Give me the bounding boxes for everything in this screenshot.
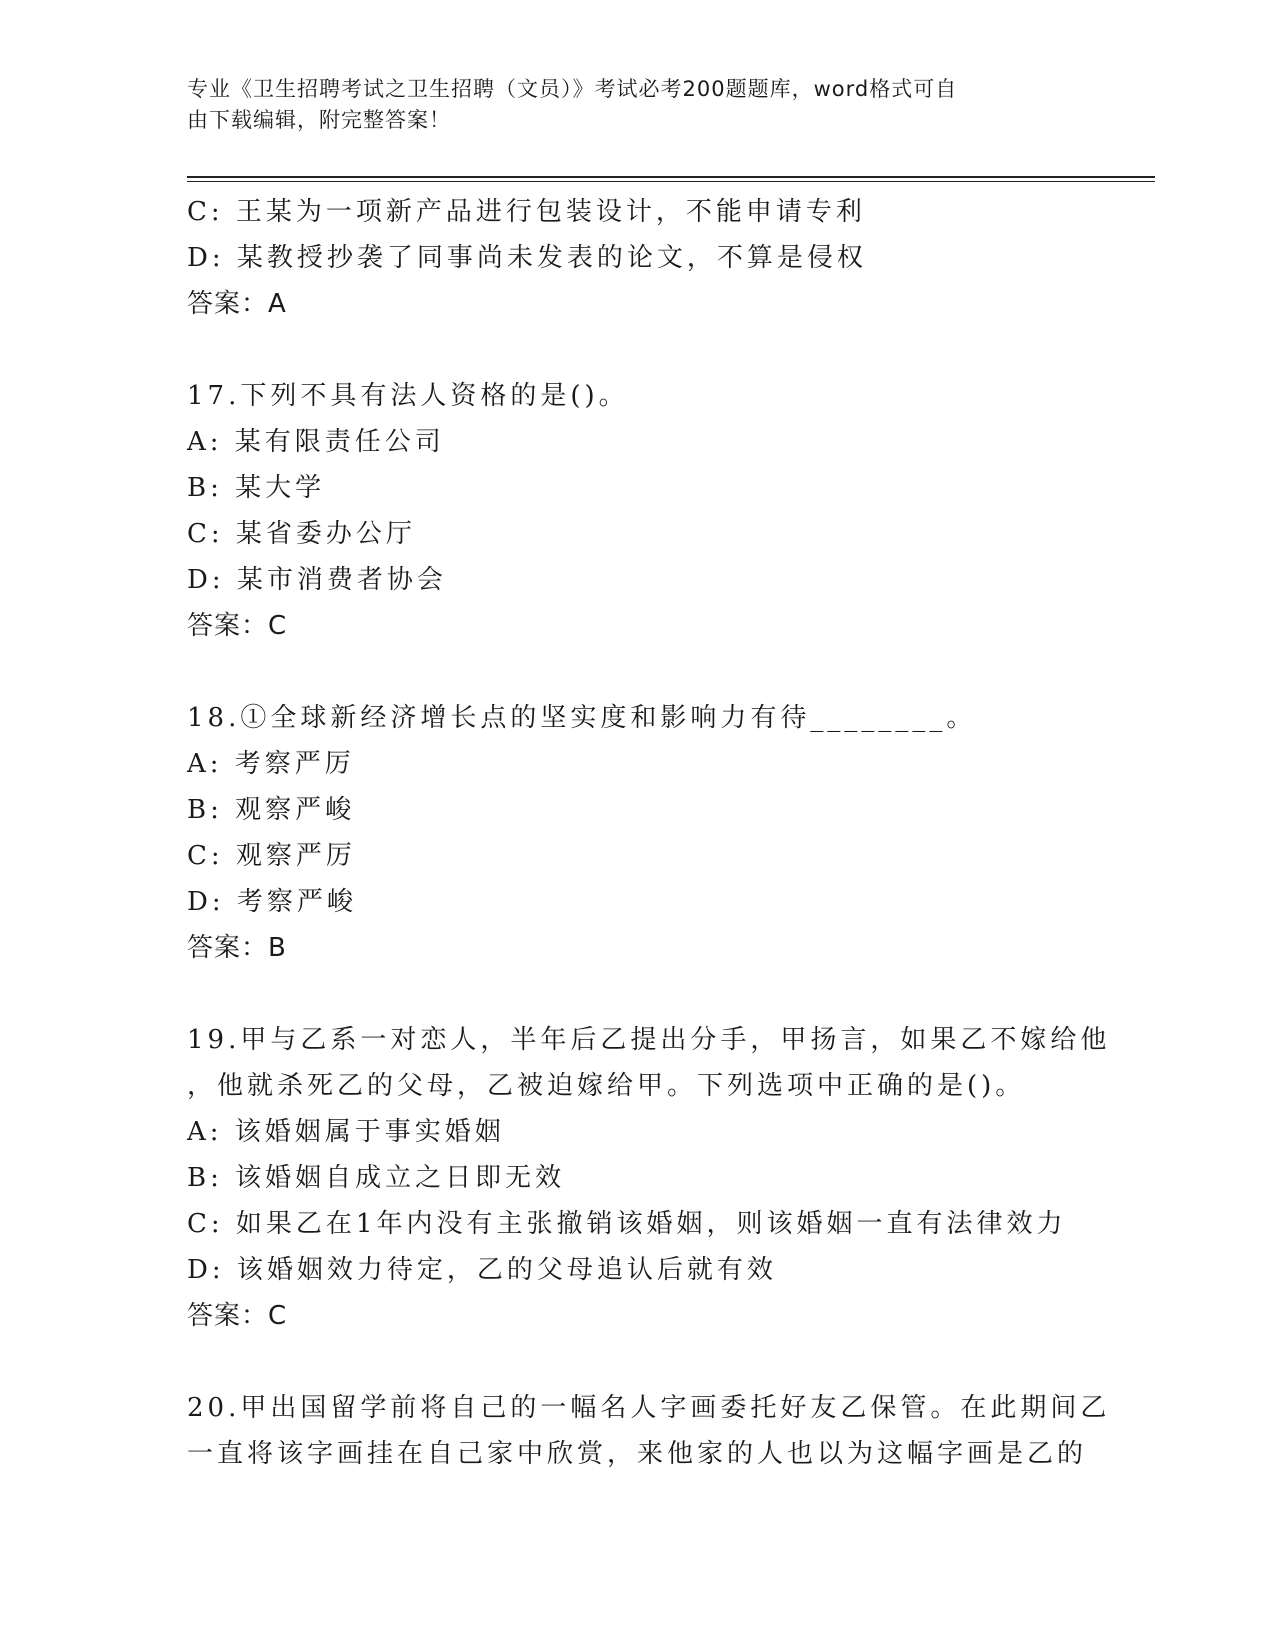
question-stem: 18.①全球新经济增长点的坚实度和影响力有待________。 [187, 703, 977, 733]
option-a: A: 某有限责任公司 [187, 427, 445, 457]
option-b: B: 某大学 [187, 473, 326, 503]
answer-line: 答案：C [187, 611, 288, 641]
option-a: A: 该婚姻属于事实婚姻 [187, 1117, 505, 1147]
answer-line: 答案：C [187, 1301, 288, 1331]
header-rule-thin [187, 181, 1155, 182]
spacer [187, 1339, 1087, 1385]
option-d: D: 考察严峻 [187, 887, 357, 917]
header-line-1: 专业《卫生招聘考试之卫生招聘（文员）》考试必考200题题库，word格式可自 [187, 77, 958, 101]
option-d: D: 某市消费者协会 [187, 565, 447, 595]
answer-line: 答案：B [187, 933, 287, 963]
option-c: C: 如果乙在1年内没有主张撤销该婚姻，则该婚姻一直有法律效力 [187, 1209, 1067, 1239]
header-line-2: 由下载编辑，附完整答案！ [187, 108, 451, 132]
option-d: D: 该婚姻效力待定，乙的父母追认后就有效 [187, 1255, 777, 1285]
option-c: C: 王某为一项新产品进行包装设计，不能申请专利 [187, 197, 866, 227]
question-stem: 17.下列不具有法人资格的是()。 [187, 381, 629, 411]
option-d: D: 某教授抄袭了同事尚未发表的论文，不算是侵权 [187, 243, 867, 273]
option-b: B: 观察严峻 [187, 795, 356, 825]
question-stem: 19.甲与乙系一对恋人，半年后乙提出分手，甲扬言，如果乙不嫁给他 [187, 1025, 1111, 1055]
spacer [187, 327, 1087, 373]
document-header [187, 74, 1067, 136]
question-stem: 20.甲出国留学前将自己的一幅名人字画委托好友乙保管。在此期间乙 [187, 1393, 1111, 1423]
question-stem-continued: ，他就杀死乙的父母，乙被迫嫁给甲。下列选项中正确的是()。 [187, 1071, 1026, 1101]
option-c: C: 观察严厉 [187, 841, 356, 871]
header-rule-thick [187, 176, 1155, 178]
spacer [187, 971, 1087, 1017]
option-b: B: 该婚姻自成立之日即无效 [187, 1163, 566, 1193]
answer-line: 答案：A [187, 289, 287, 319]
question-content [187, 189, 1111, 1477]
option-a: A: 考察严厉 [187, 749, 355, 779]
question-stem-continued: 一直将该字画挂在自己家中欣赏，来他家的人也以为这幅字画是乙的 [187, 1439, 1088, 1469]
option-c: C: 某省委办公厅 [187, 519, 416, 549]
spacer [187, 649, 1087, 695]
